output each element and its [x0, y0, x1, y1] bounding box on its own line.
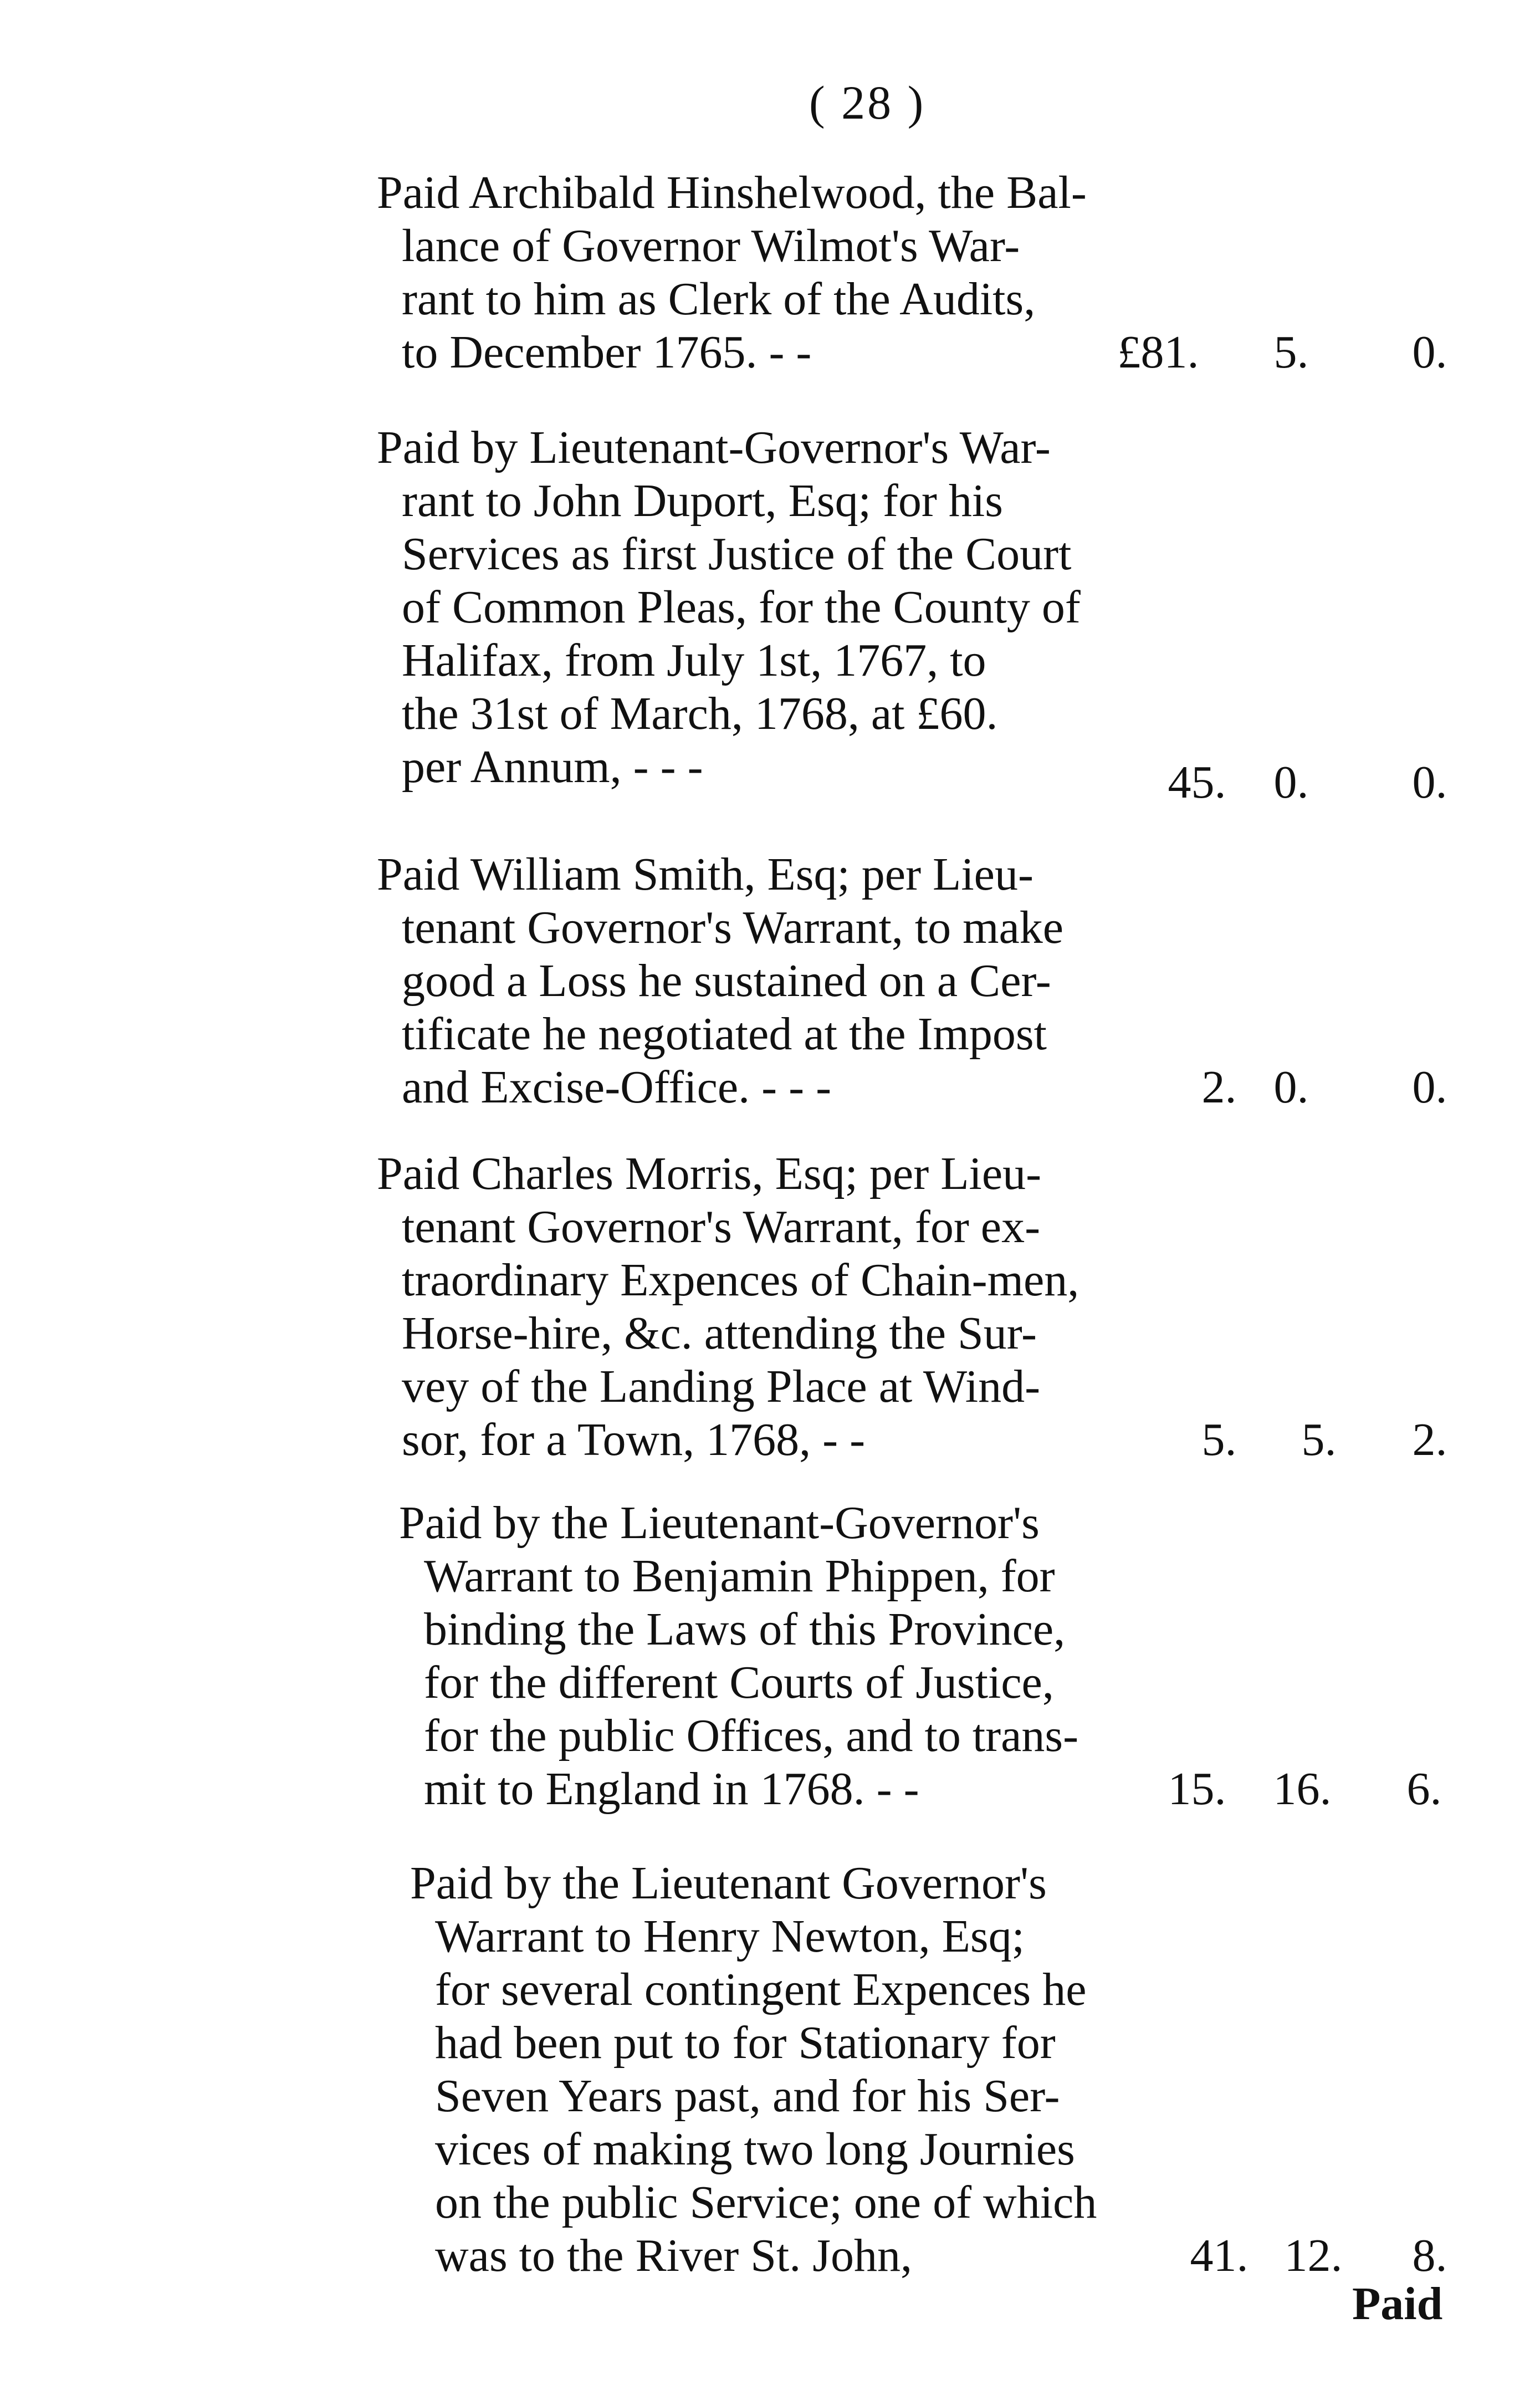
catchword: Paid [1352, 2278, 1443, 2330]
amount-shillings: 0. [1273, 757, 1309, 808]
entry-line: Warrant to Henry Newton, Esq; [435, 1911, 1025, 1962]
ledger-entry [377, 1147, 1079, 1467]
entry-line: per Annum, - - - [402, 741, 703, 793]
entry-line: Paid Archibald Hinshelwood, the Bal- [377, 167, 1087, 218]
entry-line: for the public Offices, and to trans- [424, 1710, 1079, 1761]
ledger-entry [377, 848, 1063, 1114]
entry-line: rant to him as Clerk of the Audits, [402, 273, 1036, 325]
amount-pounds: 2. [1201, 1061, 1237, 1113]
entry-line: Paid Charles Morris, Esq; per Lieu- [377, 1148, 1042, 1199]
entry-line: mit to England in 1768. - - [424, 1763, 919, 1815]
amount-pounds: 41. [1190, 2230, 1249, 2281]
amount-shillings: 16. [1273, 1763, 1332, 1815]
entry-line: the 31st of March, 1768, at £60. [402, 688, 998, 739]
amount-pence: 8. [1412, 2230, 1447, 2281]
entry-line: Warrant to Benjamin Phippen, for [424, 1550, 1055, 1602]
entry-line: Seven Years past, and for his Ser- [435, 2070, 1060, 2122]
entry-line: rant to John Duport, Esq; for his [402, 475, 1003, 527]
entry-line: vey of the Landing Place at Wind- [402, 1361, 1041, 1412]
amount-shillings: 12. [1284, 2230, 1343, 2281]
entry-line: to December 1765. - - [402, 326, 812, 378]
entry-line: Paid by Lieutenant-Governor's War- [377, 422, 1051, 473]
amount-pence: 0. [1412, 326, 1447, 378]
entry-line: sor, for a Town, 1768, - - [402, 1414, 866, 1465]
ledger-entry [377, 421, 1081, 794]
entry-line: lance of Governor Wilmot's War- [402, 220, 1020, 272]
entry-line: was to the River St. John, [435, 2230, 912, 2281]
amount-pounds: £81. [1117, 326, 1199, 378]
amount-pence: 2. [1412, 1414, 1447, 1465]
ledger-entry [410, 1857, 1097, 2282]
entry-line: on the public Service; one of which [435, 2177, 1097, 2228]
amount-shillings: 5. [1301, 1414, 1337, 1465]
amount-pounds: 45. [1168, 757, 1226, 808]
entry-line: had been put to for Stationary for [435, 2017, 1056, 2069]
entry-line: tenant Governor's Warrant, to make [402, 902, 1064, 953]
amount-pounds: 15. [1168, 1763, 1226, 1815]
entry-line: of Common Pleas, for the County of [402, 581, 1081, 633]
ledger-entry [399, 1497, 1078, 1816]
entry-line: Horse-hire, &c. attending the Sur- [402, 1308, 1037, 1359]
amount-shillings: 5. [1273, 326, 1309, 378]
amount-pounds: 5. [1201, 1414, 1237, 1465]
amount-pence: 6. [1406, 1763, 1442, 1815]
entry-line: tificate he negotiated at the Impost [402, 1008, 1047, 1060]
entry-line: for the different Courts of Justice, [424, 1657, 1054, 1708]
amount-shillings: 0. [1273, 1061, 1309, 1113]
entry-line: for several contingent Expences he [435, 1964, 1087, 2015]
entry-line: Halifax, from July 1st, 1767, to [402, 635, 986, 686]
amount-pence: 0. [1412, 757, 1447, 808]
entry-line: and Excise-Office. - - - [402, 1061, 832, 1113]
entry-line: Paid William Smith, Esq; per Lieu- [377, 849, 1034, 900]
entry-line: tenant Governor's Warrant, for ex- [402, 1201, 1041, 1253]
amount-pence: 0. [1412, 1061, 1447, 1113]
page-number: ( 28 ) [809, 76, 926, 129]
entry-line: traordinary Expences of Chain-men, [402, 1254, 1079, 1306]
entry-line: vices of making two long Journies [435, 2123, 1075, 2175]
ledger-entry [377, 166, 1087, 379]
entry-line: Services as first Justice of the Court [402, 528, 1072, 580]
entry-line: good a Loss he sustained on a Cer- [402, 955, 1051, 1007]
entry-line: Paid by the Lieutenant Governor's [410, 1857, 1047, 1909]
entry-line: binding the Laws of this Province, [424, 1604, 1066, 1655]
entry-line: Paid by the Lieutenant-Governor's [399, 1497, 1040, 1549]
